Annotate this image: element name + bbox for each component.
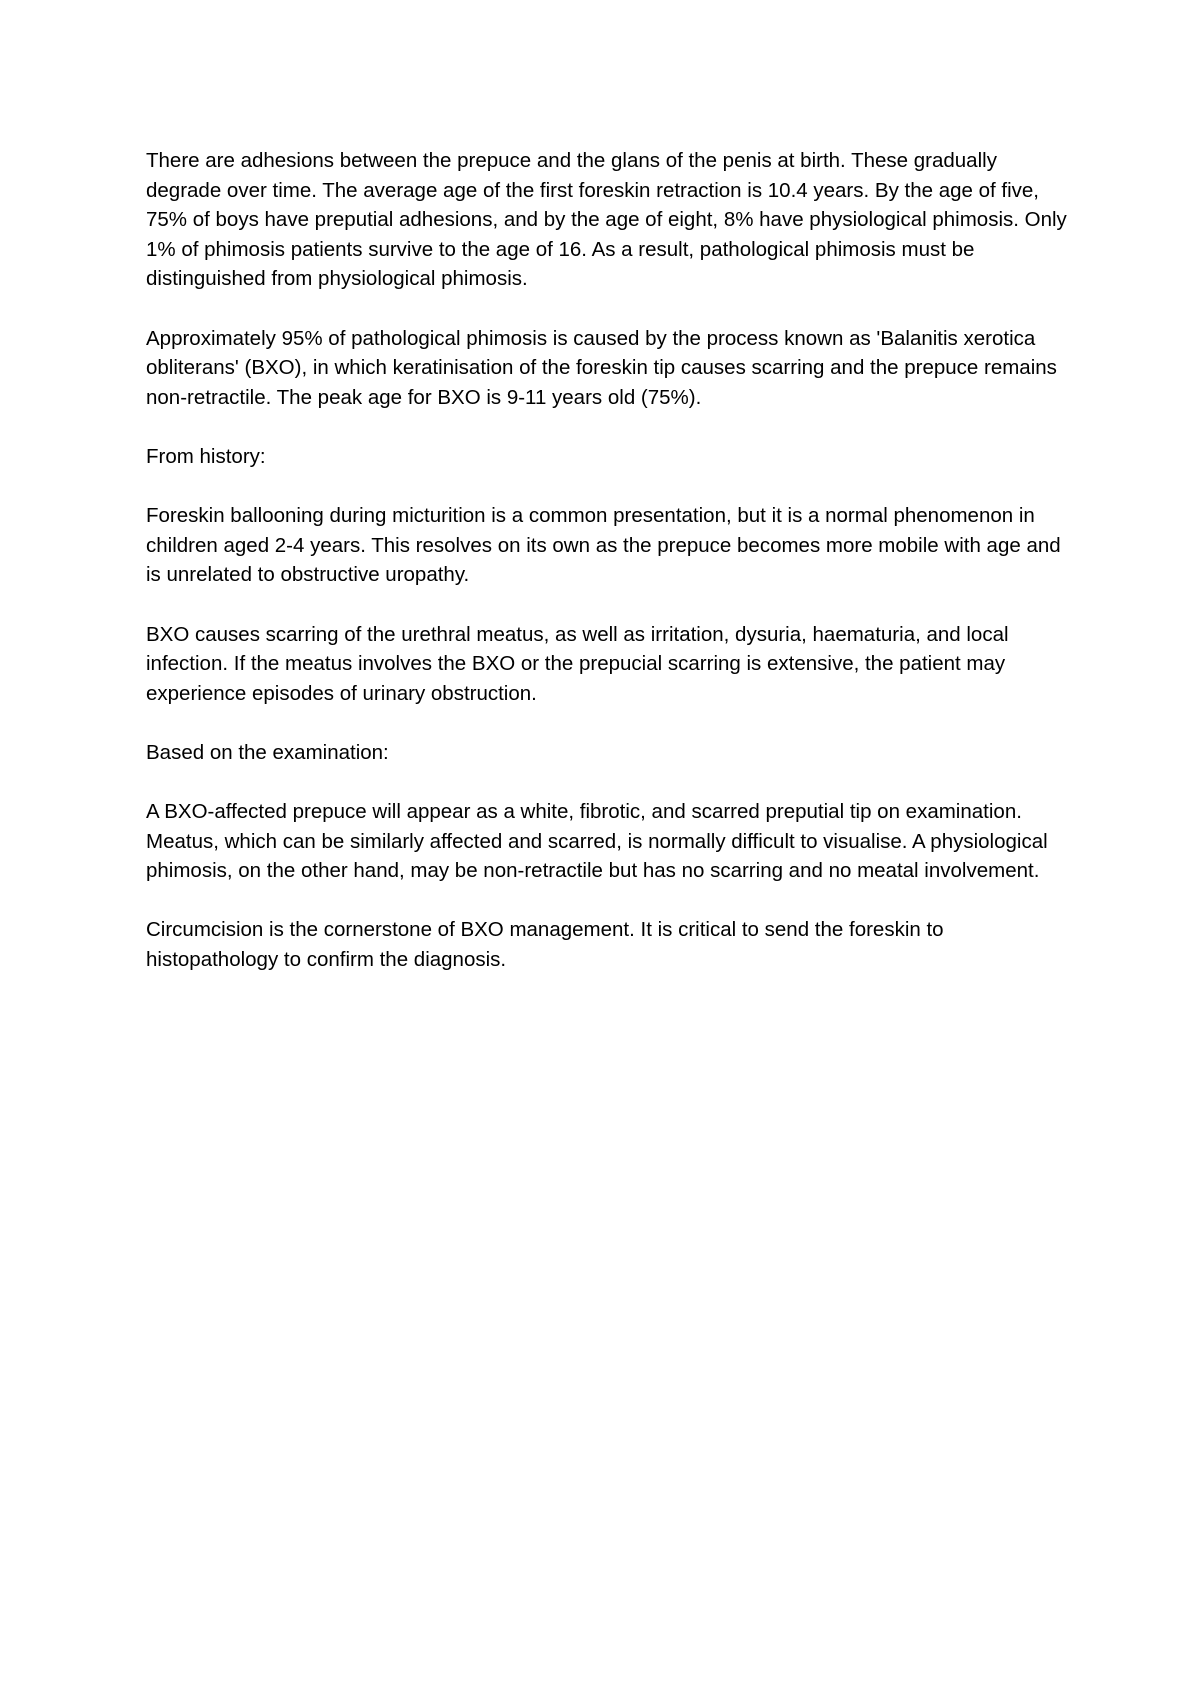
paragraph-intro-adhesions: There are adhesions between the prepuce and the glans of the penis at birth. These gradually degrade over time. The average age of the first foreskin retraction is 10.4 years. By the age of five, 75% of boys have preputial adhesions, and by the age of eight, 8% have physiological phimosis. Only 1% of phimosis patients survive to the age of 16. As a result, pathological phimosis must be distinguished from physiological phimosis. [146, 149, 1067, 291]
heading-from-history: From history: [146, 444, 266, 468]
paragraph-examination-findings: A BXO-affected prepuce will appear as a white, fibrotic, and scarred preputial tip on examination. Meatus, which can be similarly affected and scarred, is normally difficult to visualise. A physiological phimosis, on the other hand, may be non-retractile but has no scarring and no meatal involvement. [146, 800, 1048, 883]
document-body [146, 146, 1076, 975]
paragraph-bxo-cause: Approximately 95% of pathological phimosis is caused by the process known as 'Balanitis xerotica obliterans' (BXO), in which keratinisation of the foreskin tip causes scarring and the prepuce remains non-retractile. The peak age for BXO is 9-11 years old (75%). [146, 326, 1057, 409]
paragraph-bxo-scarring: BXO causes scarring of the urethral meatus, as well as irritation, dysuria, haematuria, and local infection. If the meatus involves the BXO or the prepucial scarring is extensive, the patient may experience episodes of urinary obstruction. [146, 622, 1009, 705]
heading-based-on-examination: Based on the examination: [146, 740, 389, 764]
paragraph-circumcision-management: Circumcision is the cornerstone of BXO management. It is critical to send the foreskin to histopathology to confirm the diagnosis. [146, 918, 944, 972]
paragraph-foreskin-ballooning: Foreskin ballooning during micturition is a common presentation, but it is a normal phenomenon in children aged 2-4 years. This resolves on its own as the prepuce becomes more mobile with age and is unrelated to obstructive uropathy. [146, 504, 1061, 587]
